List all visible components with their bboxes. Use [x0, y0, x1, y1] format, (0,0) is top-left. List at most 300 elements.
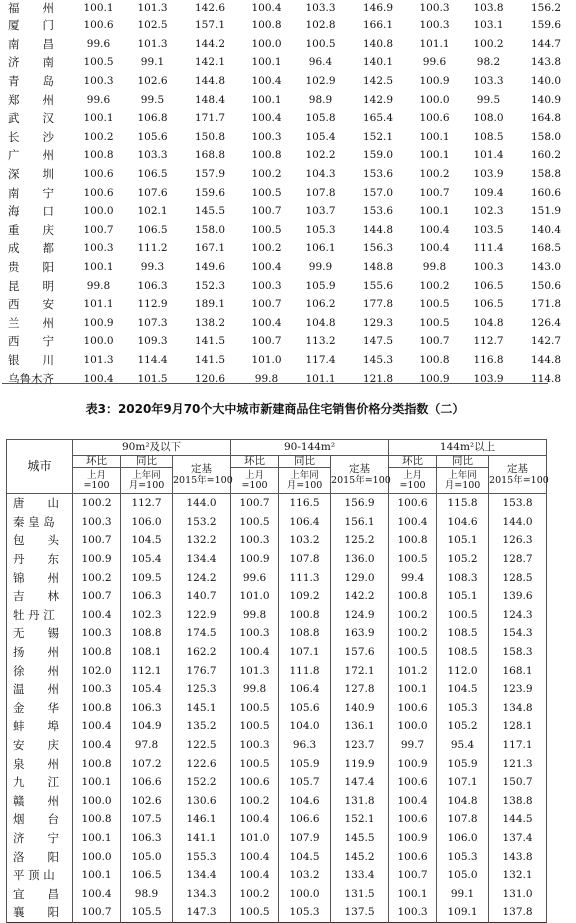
index-value-cell: 100.0 — [83, 205, 114, 218]
index-value-cell: 130.6 — [173, 792, 231, 811]
index-value-cell: 99.8 — [86, 279, 111, 292]
index-value-cell: 101.1 — [419, 37, 450, 50]
table-row — [2, 276, 576, 295]
index-value-cell: 141.5 — [194, 335, 226, 348]
table-row — [2, 0, 576, 16]
index-value-cell: 106.3 — [121, 699, 173, 718]
index-value-cell: 121.3 — [489, 754, 547, 773]
index-value-cell: 100.1 — [251, 93, 282, 106]
hb-header: 环比 — [389, 456, 437, 468]
index-value-cell: 105.2 — [437, 550, 489, 569]
city-name-cell: 南 宁 — [8, 185, 54, 200]
index-value-cell: 100.2 — [73, 494, 121, 513]
index-value-cell: 139.6 — [489, 587, 547, 606]
index-value-cell: 144.2 — [194, 37, 226, 50]
index-value-cell: 129.3 — [362, 316, 394, 329]
index-value-cell: 137.4 — [489, 829, 547, 848]
index-value-cell: 156.2 — [530, 2, 562, 14]
index-value-cell: 152.2 — [173, 773, 231, 792]
index-value-cell: 125.3 — [173, 680, 231, 699]
index-value-cell: 142.1 — [194, 56, 226, 69]
index-value-cell: 125.2 — [331, 531, 389, 550]
index-value-cell: 96.4 — [308, 56, 333, 69]
table-title: 表3：2020年9月70个大中城市新建商品住宅销售价格分类指数（二） — [85, 402, 465, 416]
city-name-cell: 海 口 — [8, 204, 54, 219]
table-row — [7, 531, 547, 550]
index-value-cell: 100.3 — [251, 130, 282, 143]
index-value-cell: 142.7 — [530, 335, 562, 348]
index-value-cell: 140.1 — [362, 56, 394, 69]
index-value-cell: 143.0 — [530, 261, 562, 274]
city-name-cell: 南 昌 — [8, 36, 54, 51]
index-value-cell: 143.8 — [530, 56, 562, 69]
index-value-cell: 105.6 — [137, 130, 168, 143]
index-value-cell: 121.8 — [362, 372, 394, 385]
index-value-cell: 100.8 — [73, 810, 121, 829]
dj-header: 定基 2015年=100 — [489, 456, 547, 494]
index-value-cell: 117.1 — [489, 736, 547, 755]
index-value-cell: 124.2 — [173, 568, 231, 587]
index-value-cell: 165.4 — [362, 112, 394, 125]
index-value-cell: 142.5 — [362, 75, 394, 88]
index-value-cell: 128.7 — [489, 550, 547, 569]
index-value-cell: 100.4 — [389, 792, 437, 811]
index-value-cell: 100.0 — [279, 884, 331, 903]
index-value-cell: 100.3 — [231, 531, 279, 550]
index-value-cell: 102.6 — [121, 792, 173, 811]
index-value-cell: 99.9 — [308, 261, 333, 274]
index-value-cell: 103.3 — [305, 2, 336, 14]
index-value-cell: 155.6 — [362, 279, 394, 292]
index-value-cell: 107.5 — [121, 810, 173, 829]
table-row — [7, 847, 547, 866]
index-value-cell: 106.3 — [121, 829, 173, 848]
index-value-cell: 105.0 — [437, 866, 489, 885]
index-value-cell: 156.1 — [331, 513, 389, 532]
index-value-cell: 102.3 — [473, 205, 504, 218]
index-value-cell: 106.5 — [121, 866, 173, 885]
index-value-cell: 100.5 — [419, 316, 450, 329]
index-value-cell: 105.2 — [437, 717, 489, 736]
index-value-cell: 136.0 — [331, 550, 389, 569]
index-value-cell: 107.3 — [137, 316, 168, 329]
index-value-cell: 105.7 — [279, 773, 331, 792]
index-value-cell: 100.0 — [389, 717, 437, 736]
tb-sub-header: 上年同 月=100 — [437, 468, 489, 494]
index-value-cell: 101.4 — [473, 149, 504, 162]
index-value-cell: 168.8 — [194, 149, 226, 162]
index-value-cell: 154.3 — [489, 624, 547, 643]
city-name-cell: 昆 明 — [8, 278, 54, 293]
table-row — [7, 754, 547, 773]
index-value-cell: 112.7 — [121, 494, 173, 513]
index-value-cell: 106.6 — [121, 773, 173, 792]
bottom-table — [6, 439, 547, 923]
index-value-cell: 100.1 — [389, 884, 437, 903]
index-value-cell: 100.4 — [251, 316, 282, 329]
index-value-cell: 128.5 — [489, 568, 547, 587]
index-value-cell: 100.9 — [389, 754, 437, 773]
index-value-cell: 140.7 — [173, 587, 231, 606]
index-value-cell: 105.4 — [121, 680, 173, 699]
bottom-table-body — [7, 494, 547, 923]
index-value-cell: 100.4 — [73, 736, 121, 755]
index-value-cell: 100.4 — [251, 75, 282, 88]
city-name-cell: 洛 阳 — [7, 847, 73, 866]
index-value-cell: 144.8 — [362, 223, 394, 236]
city-name-cell: 温 州 — [7, 680, 73, 699]
index-value-cell: 114.4 — [137, 353, 168, 366]
index-value-cell: 147.4 — [331, 773, 389, 792]
index-value-cell: 100.4 — [389, 513, 437, 532]
index-value-cell: 99.1 — [140, 56, 165, 69]
index-value-cell: 99.8 — [231, 680, 279, 699]
index-value-cell: 100.5 — [231, 699, 279, 718]
index-value-cell: 101.1 — [83, 298, 114, 311]
table-row — [2, 239, 576, 258]
index-value-cell: 106.4 — [279, 513, 331, 532]
index-value-cell: 104.6 — [279, 792, 331, 811]
index-value-cell: 98.9 — [121, 884, 173, 903]
index-value-cell: 106.0 — [437, 829, 489, 848]
index-value-cell: 141.5 — [194, 353, 226, 366]
index-value-cell: 128.1 — [489, 717, 547, 736]
index-value-cell: 100.1 — [419, 130, 450, 143]
index-value-cell: 100.3 — [231, 624, 279, 643]
index-value-cell: 106.5 — [137, 223, 168, 236]
city-name-cell: 青 岛 — [8, 74, 54, 89]
index-value-cell: 100.8 — [251, 19, 282, 32]
dj-header: 定基 2015年=100 — [331, 456, 389, 494]
index-value-cell: 100.6 — [419, 112, 450, 125]
index-value-cell: 104.8 — [437, 792, 489, 811]
city-name-cell: 福 州 — [8, 1, 54, 15]
index-value-cell: 146.1 — [173, 810, 231, 829]
city-name-cell: 秦 皇 岛 — [7, 513, 73, 532]
city-column-header: 城市 — [7, 440, 73, 494]
table-row — [2, 72, 576, 91]
city-name-cell: 厦 门 — [8, 18, 54, 33]
table-row — [7, 513, 547, 532]
city-name-cell: 重 庆 — [8, 222, 54, 237]
index-value-cell: 153.2 — [173, 513, 231, 532]
index-value-cell: 96.3 — [279, 736, 331, 755]
city-name-cell: 兰 州 — [8, 315, 54, 330]
table-row — [2, 35, 576, 54]
index-value-cell: 99.6 — [231, 568, 279, 587]
index-value-cell: 164.8 — [530, 112, 562, 125]
index-value-cell: 189.1 — [194, 298, 226, 311]
index-value-cell: 157.6 — [331, 643, 389, 662]
index-value-cell: 100.2 — [73, 568, 121, 587]
index-value-cell: 104.3 — [305, 168, 336, 181]
table-row — [7, 494, 547, 513]
index-value-cell: 100.2 — [231, 884, 279, 903]
index-value-cell: 100.3 — [73, 513, 121, 532]
index-value-cell: 100.9 — [419, 372, 450, 385]
table-row — [2, 351, 576, 370]
index-value-cell: 100.2 — [389, 606, 437, 625]
index-value-cell: 158.0 — [530, 130, 562, 143]
index-value-cell: 112.7 — [473, 335, 504, 348]
index-value-cell: 100.4 — [73, 717, 121, 736]
index-value-cell: 109.5 — [121, 568, 173, 587]
index-value-cell: 100.5 — [305, 37, 336, 50]
index-value-cell: 159.6 — [194, 186, 226, 199]
index-value-cell: 100.8 — [389, 531, 437, 550]
city-name-cell: 平 顶 山 — [7, 866, 73, 885]
index-value-cell: 137.8 — [489, 903, 547, 922]
index-value-cell: 99.5 — [140, 93, 165, 106]
index-value-cell: 140.8 — [362, 37, 394, 50]
index-value-cell: 100.7 — [231, 494, 279, 513]
index-value-cell: 134.3 — [173, 884, 231, 903]
index-value-cell: 137.5 — [331, 903, 389, 922]
index-value-cell: 100.4 — [73, 884, 121, 903]
table-row — [2, 53, 576, 72]
city-name-cell: 丹 东 — [7, 550, 73, 569]
index-value-cell: 100.3 — [251, 279, 282, 292]
index-value-cell: 171.7 — [194, 112, 226, 125]
tb-sub-header: 上年同 月=100 — [121, 468, 173, 494]
index-value-cell: 167.1 — [194, 242, 226, 255]
index-value-cell: 100.7 — [83, 223, 114, 236]
index-value-cell: 149.6 — [194, 261, 226, 274]
index-value-cell: 98.9 — [308, 93, 333, 106]
city-name-cell: 无 锡 — [7, 624, 73, 643]
index-value-cell: 113.2 — [305, 335, 336, 348]
index-value-cell: 124.9 — [331, 606, 389, 625]
index-value-cell: 108.1 — [121, 643, 173, 662]
index-value-cell: 104.5 — [437, 680, 489, 699]
index-value-cell: 142.9 — [362, 93, 394, 106]
city-name-cell: 贵 阳 — [8, 260, 54, 275]
index-value-cell: 106.6 — [279, 810, 331, 829]
index-value-cell: 100.0 — [419, 93, 450, 106]
index-value-cell: 99.6 — [86, 37, 111, 50]
index-value-cell: 100.7 — [251, 205, 282, 218]
index-value-cell: 107.1 — [279, 643, 331, 662]
index-value-cell: 102.9 — [305, 75, 336, 88]
index-value-cell: 150.8 — [194, 130, 226, 143]
city-name-cell: 银 川 — [8, 352, 54, 367]
table-row — [2, 258, 576, 277]
index-value-cell: 100.5 — [231, 754, 279, 773]
index-value-cell: 152.3 — [194, 279, 226, 292]
city-name-cell: 宜 昌 — [7, 884, 73, 903]
group-header-small: 90m²及以下 — [73, 440, 231, 456]
city-name-cell: 成 都 — [8, 241, 54, 256]
index-value-cell: 101.2 — [389, 661, 437, 680]
index-value-cell: 104.8 — [305, 316, 336, 329]
index-value-cell: 100.7 — [73, 903, 121, 922]
index-value-cell: 107.1 — [437, 773, 489, 792]
index-value-cell: 100.8 — [73, 643, 121, 662]
index-value-cell: 100.3 — [231, 736, 279, 755]
index-value-cell: 101.3 — [137, 37, 168, 50]
index-value-cell: 112.1 — [121, 661, 173, 680]
index-value-cell: 168.5 — [530, 242, 562, 255]
index-value-cell: 100.5 — [437, 606, 489, 625]
index-value-cell: 132.1 — [489, 866, 547, 885]
index-value-cell: 150.7 — [489, 773, 547, 792]
index-value-cell: 158.8 — [530, 168, 562, 181]
table-row — [7, 550, 547, 569]
index-value-cell: 111.2 — [137, 242, 168, 255]
table-row — [7, 717, 547, 736]
index-value-cell: 100.1 — [83, 2, 114, 14]
index-value-cell: 106.5 — [473, 279, 504, 292]
index-value-cell: 127.8 — [331, 680, 389, 699]
index-value-cell: 104.0 — [279, 717, 331, 736]
index-value-cell: 108.8 — [121, 624, 173, 643]
index-value-cell: 138.2 — [194, 316, 226, 329]
index-value-cell: 119.9 — [331, 754, 389, 773]
hb-header: 环比 — [73, 456, 121, 468]
index-value-cell: 100.5 — [83, 56, 114, 69]
index-value-cell: 100.9 — [73, 550, 121, 569]
index-value-cell: 100.6 — [389, 847, 437, 866]
index-value-cell: 144.7 — [530, 37, 562, 50]
city-name-cell: 包 头 — [7, 531, 73, 550]
table-row — [7, 643, 547, 662]
index-value-cell: 134.8 — [489, 699, 547, 718]
index-value-cell: 145.5 — [194, 205, 226, 218]
index-value-cell: 153.8 — [489, 494, 547, 513]
city-name-cell: 泉 州 — [7, 754, 73, 773]
table-row — [2, 146, 576, 165]
index-value-cell: 95.4 — [437, 736, 489, 755]
index-value-cell: 146.9 — [362, 2, 394, 14]
city-name-cell: 襄 阳 — [7, 903, 73, 922]
city-name-cell: 赣 州 — [7, 792, 73, 811]
index-value-cell: 100.1 — [389, 680, 437, 699]
index-value-cell: 103.3 — [473, 75, 504, 88]
index-value-cell: 105.0 — [121, 847, 173, 866]
index-value-cell: 100.6 — [83, 168, 114, 181]
index-value-cell: 109.1 — [437, 903, 489, 922]
index-value-cell: 145.1 — [173, 699, 231, 718]
table-row — [2, 295, 576, 314]
index-value-cell: 106.1 — [305, 242, 336, 255]
table-row — [2, 314, 576, 333]
city-name-cell: 扬 州 — [7, 643, 73, 662]
index-value-cell: 107.2 — [121, 754, 173, 773]
index-value-cell: 100.6 — [231, 773, 279, 792]
index-value-cell: 100.6 — [389, 494, 437, 513]
city-name-cell: 济 南 — [8, 55, 54, 70]
index-value-cell: 100.9 — [389, 829, 437, 848]
city-name-cell: 锦 州 — [7, 568, 73, 587]
index-value-cell: 100.7 — [73, 587, 121, 606]
index-value-cell: 99.7 — [389, 736, 437, 755]
index-value-cell: 101.1 — [305, 372, 336, 385]
index-value-cell: 100.5 — [231, 903, 279, 922]
index-value-cell: 100.9 — [83, 316, 114, 329]
index-value-cell: 147.5 — [362, 335, 394, 348]
index-value-cell: 103.5 — [473, 223, 504, 236]
table-row — [7, 736, 547, 755]
table-row — [7, 606, 547, 625]
index-value-cell: 103.9 — [473, 168, 504, 181]
index-value-cell: 99.5 — [476, 93, 501, 106]
index-value-cell: 100.5 — [389, 550, 437, 569]
index-value-cell: 99.4 — [389, 568, 437, 587]
index-value-cell: 100.7 — [419, 186, 450, 199]
index-value-cell: 122.5 — [173, 736, 231, 755]
index-value-cell: 144.5 — [489, 810, 547, 829]
index-value-cell: 100.8 — [73, 699, 121, 718]
index-value-cell: 143.8 — [489, 847, 547, 866]
index-value-cell: 100.3 — [83, 242, 114, 255]
index-value-cell: 148.8 — [362, 261, 394, 274]
table-row — [7, 699, 547, 718]
table-row — [7, 680, 547, 699]
index-value-cell: 101.5 — [137, 372, 168, 385]
index-value-cell: 100.1 — [251, 56, 282, 69]
index-value-cell: 111.3 — [279, 568, 331, 587]
index-value-cell: 158.3 — [489, 643, 547, 662]
index-value-cell: 157.9 — [194, 168, 226, 181]
table-row — [2, 369, 576, 388]
index-value-cell: 100.1 — [73, 829, 121, 848]
hb-sub-header: 上月 =100 — [231, 468, 279, 494]
index-value-cell: 158.0 — [194, 223, 226, 236]
index-value-cell: 152.1 — [331, 810, 389, 829]
dj-header: 定基 2015年=100 — [173, 456, 231, 494]
index-value-cell: 104.9 — [121, 717, 173, 736]
index-value-cell: 140.4 — [530, 223, 562, 236]
index-value-cell: 100.8 — [279, 606, 331, 625]
index-value-cell: 156.9 — [331, 494, 389, 513]
index-value-cell: 107.8 — [437, 810, 489, 829]
index-value-cell: 100.2 — [83, 130, 114, 143]
index-value-cell: 100.3 — [73, 680, 121, 699]
table-row — [7, 792, 547, 811]
table-row — [7, 773, 547, 792]
index-value-cell: 106.3 — [121, 587, 173, 606]
city-name-cell: 西 宁 — [8, 334, 54, 349]
index-value-cell: 105.9 — [305, 279, 336, 292]
index-value-cell: 109.3 — [137, 335, 168, 348]
group-header-large: 144m²以上 — [389, 440, 547, 456]
index-value-cell: 166.1 — [362, 19, 394, 32]
index-value-cell: 107.9 — [279, 829, 331, 848]
index-value-cell: 104.5 — [279, 847, 331, 866]
table-row — [7, 884, 547, 903]
index-value-cell: 106.3 — [137, 279, 168, 292]
index-value-cell: 100.3 — [473, 261, 504, 274]
index-value-cell: 105.3 — [437, 847, 489, 866]
index-value-cell: 108.5 — [473, 130, 504, 143]
index-value-cell: 100.4 — [419, 223, 450, 236]
index-value-cell: 100.4 — [251, 261, 282, 274]
index-value-cell: 106.4 — [279, 680, 331, 699]
index-value-cell: 104.5 — [121, 531, 173, 550]
index-value-cell: 100.7 — [251, 298, 282, 311]
city-name-cell: 济 宁 — [7, 829, 73, 848]
index-value-cell: 100.4 — [231, 810, 279, 829]
index-value-cell: 102.8 — [305, 19, 336, 32]
top-table-bottom-rule — [2, 383, 548, 384]
bottom-table-header — [7, 440, 547, 494]
group-header-medium: 90-144m² — [231, 440, 389, 456]
index-value-cell: 107.8 — [305, 186, 336, 199]
index-value-cell: 100.1 — [419, 205, 450, 218]
table-row — [7, 624, 547, 643]
index-value-cell: 100.0 — [83, 335, 114, 348]
index-value-cell: 144.8 — [194, 75, 226, 88]
